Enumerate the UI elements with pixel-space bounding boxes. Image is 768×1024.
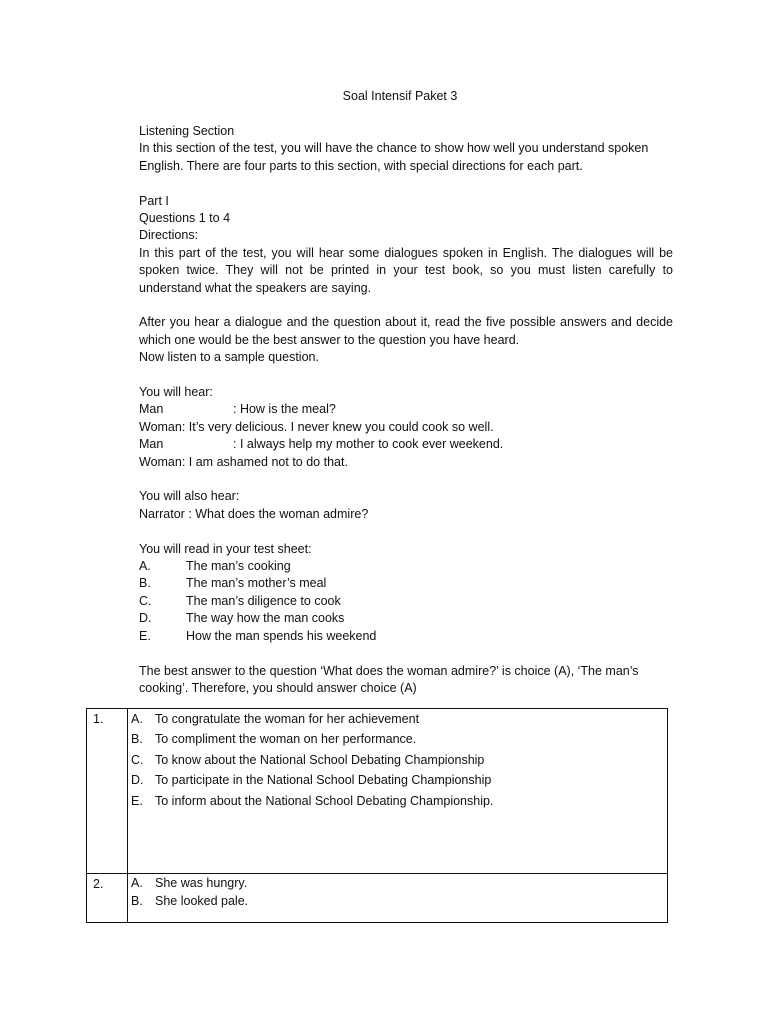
part-questions: Questions 1 to 4 (139, 211, 231, 226)
option-letter: D. (139, 611, 152, 626)
answer-option (131, 771, 667, 792)
section-heading: Listening Section (139, 124, 235, 138)
instructions-body (139, 123, 673, 697)
page-title: Soal Intensif Paket 3 (342, 89, 458, 103)
dialogue-speaker: Man (139, 402, 164, 417)
answer-text: She looked pale. (155, 893, 249, 908)
option-letter: A. (139, 559, 151, 574)
sample-option (139, 593, 673, 610)
dialogue-text: : How is the meal? (233, 402, 336, 417)
option-text: How the man spends his weekend (186, 628, 377, 643)
question-number: 1. (87, 709, 128, 874)
dialogue-line (139, 401, 673, 418)
dialogue-speaker: Man (139, 437, 164, 452)
answer-letter: B. (131, 893, 143, 908)
answer-text: She was hungry. (155, 876, 248, 891)
option-letter: B. (139, 576, 151, 591)
answer-letter: A. (131, 876, 143, 891)
dialogue-text: : It’s very delicious. I never knew you could cook so well. (181, 419, 494, 434)
dialogue-line (139, 454, 673, 471)
option-text: The man’s diligence to cook (186, 593, 341, 608)
question-number: 2. (87, 874, 128, 923)
dialogue-line (139, 419, 673, 436)
also-hear-label: You will also hear: (139, 489, 240, 504)
directions-paragraph-3: Now listen to a sample question. (139, 350, 319, 365)
answer-letter: B. (131, 732, 143, 747)
directions-paragraph-1: In this part of the test, you will hear some dialogues spoken in English. The dialogues will be spoken twice. They will not be printed in your test book, so you must listen carefully to understand what the speakers are saying. (139, 245, 673, 295)
option-letter: C. (139, 593, 152, 608)
sample-option (139, 628, 673, 645)
best-answer-paragraph: The best answer to the question ‘What does the woman admire?’ is choice (A), ‘The man’s cooking’. Therefore, you should answer choice (A) (139, 663, 639, 695)
question-options (128, 874, 668, 923)
answer-option (131, 750, 667, 771)
answer-text: To participate in the National School Debating Championship (155, 773, 492, 788)
answer-text: To inform about the National School Debating Championship. (155, 793, 494, 808)
read-label: You will read in your test sheet: (139, 541, 312, 556)
option-text: The man’s mother’s meal (186, 576, 327, 591)
part-name: Part I (139, 193, 169, 208)
dialogue-speaker: Woman (139, 419, 182, 434)
answer-text: To know about the National School Debating Championship (155, 752, 485, 767)
section-intro: In this section of the test, you will have the chance to show how well you understand spoken English. There are four parts to this section, with special directions for each part. (139, 141, 649, 173)
dialogue-line (139, 436, 673, 453)
option-text: The man’s cooking (186, 559, 291, 574)
answer-option (131, 791, 667, 812)
answer-option (131, 730, 667, 751)
you-will-hear-label: You will hear: (139, 385, 213, 400)
answer-option (131, 893, 667, 911)
directions-paragraph-2: After you hear a dialogue and the question about it, read the five possible answers and decide which one would be the best answer to the question you have heard. (139, 315, 673, 347)
answer-text: To compliment the woman on her performance. (155, 732, 417, 747)
sample-option (139, 558, 673, 575)
answer-option (131, 709, 667, 730)
dialogue-text: : I am ashamed not to do that. (181, 454, 348, 469)
directions-label: Directions: (139, 228, 199, 243)
sample-option (139, 575, 673, 592)
option-letter: E. (139, 628, 151, 643)
dialogue-speaker: Woman (139, 454, 182, 469)
answer-text: To congratulate the woman for her achievement (155, 711, 420, 726)
answer-letter: D. (131, 773, 144, 788)
answer-letter: E. (131, 793, 143, 808)
sample-option (139, 610, 673, 627)
question-row (87, 709, 668, 874)
question-row (87, 874, 668, 923)
option-text: The way how the man cooks (186, 611, 345, 626)
narrator-line: Narrator : What does the woman admire? (139, 506, 369, 521)
questions-table (86, 708, 668, 923)
question-options (128, 709, 668, 874)
answer-letter: C. (131, 752, 144, 767)
answer-letter: A. (131, 711, 143, 726)
dialogue-text: : I always help my mother to cook ever weekend. (233, 437, 504, 452)
answer-option (131, 875, 667, 893)
